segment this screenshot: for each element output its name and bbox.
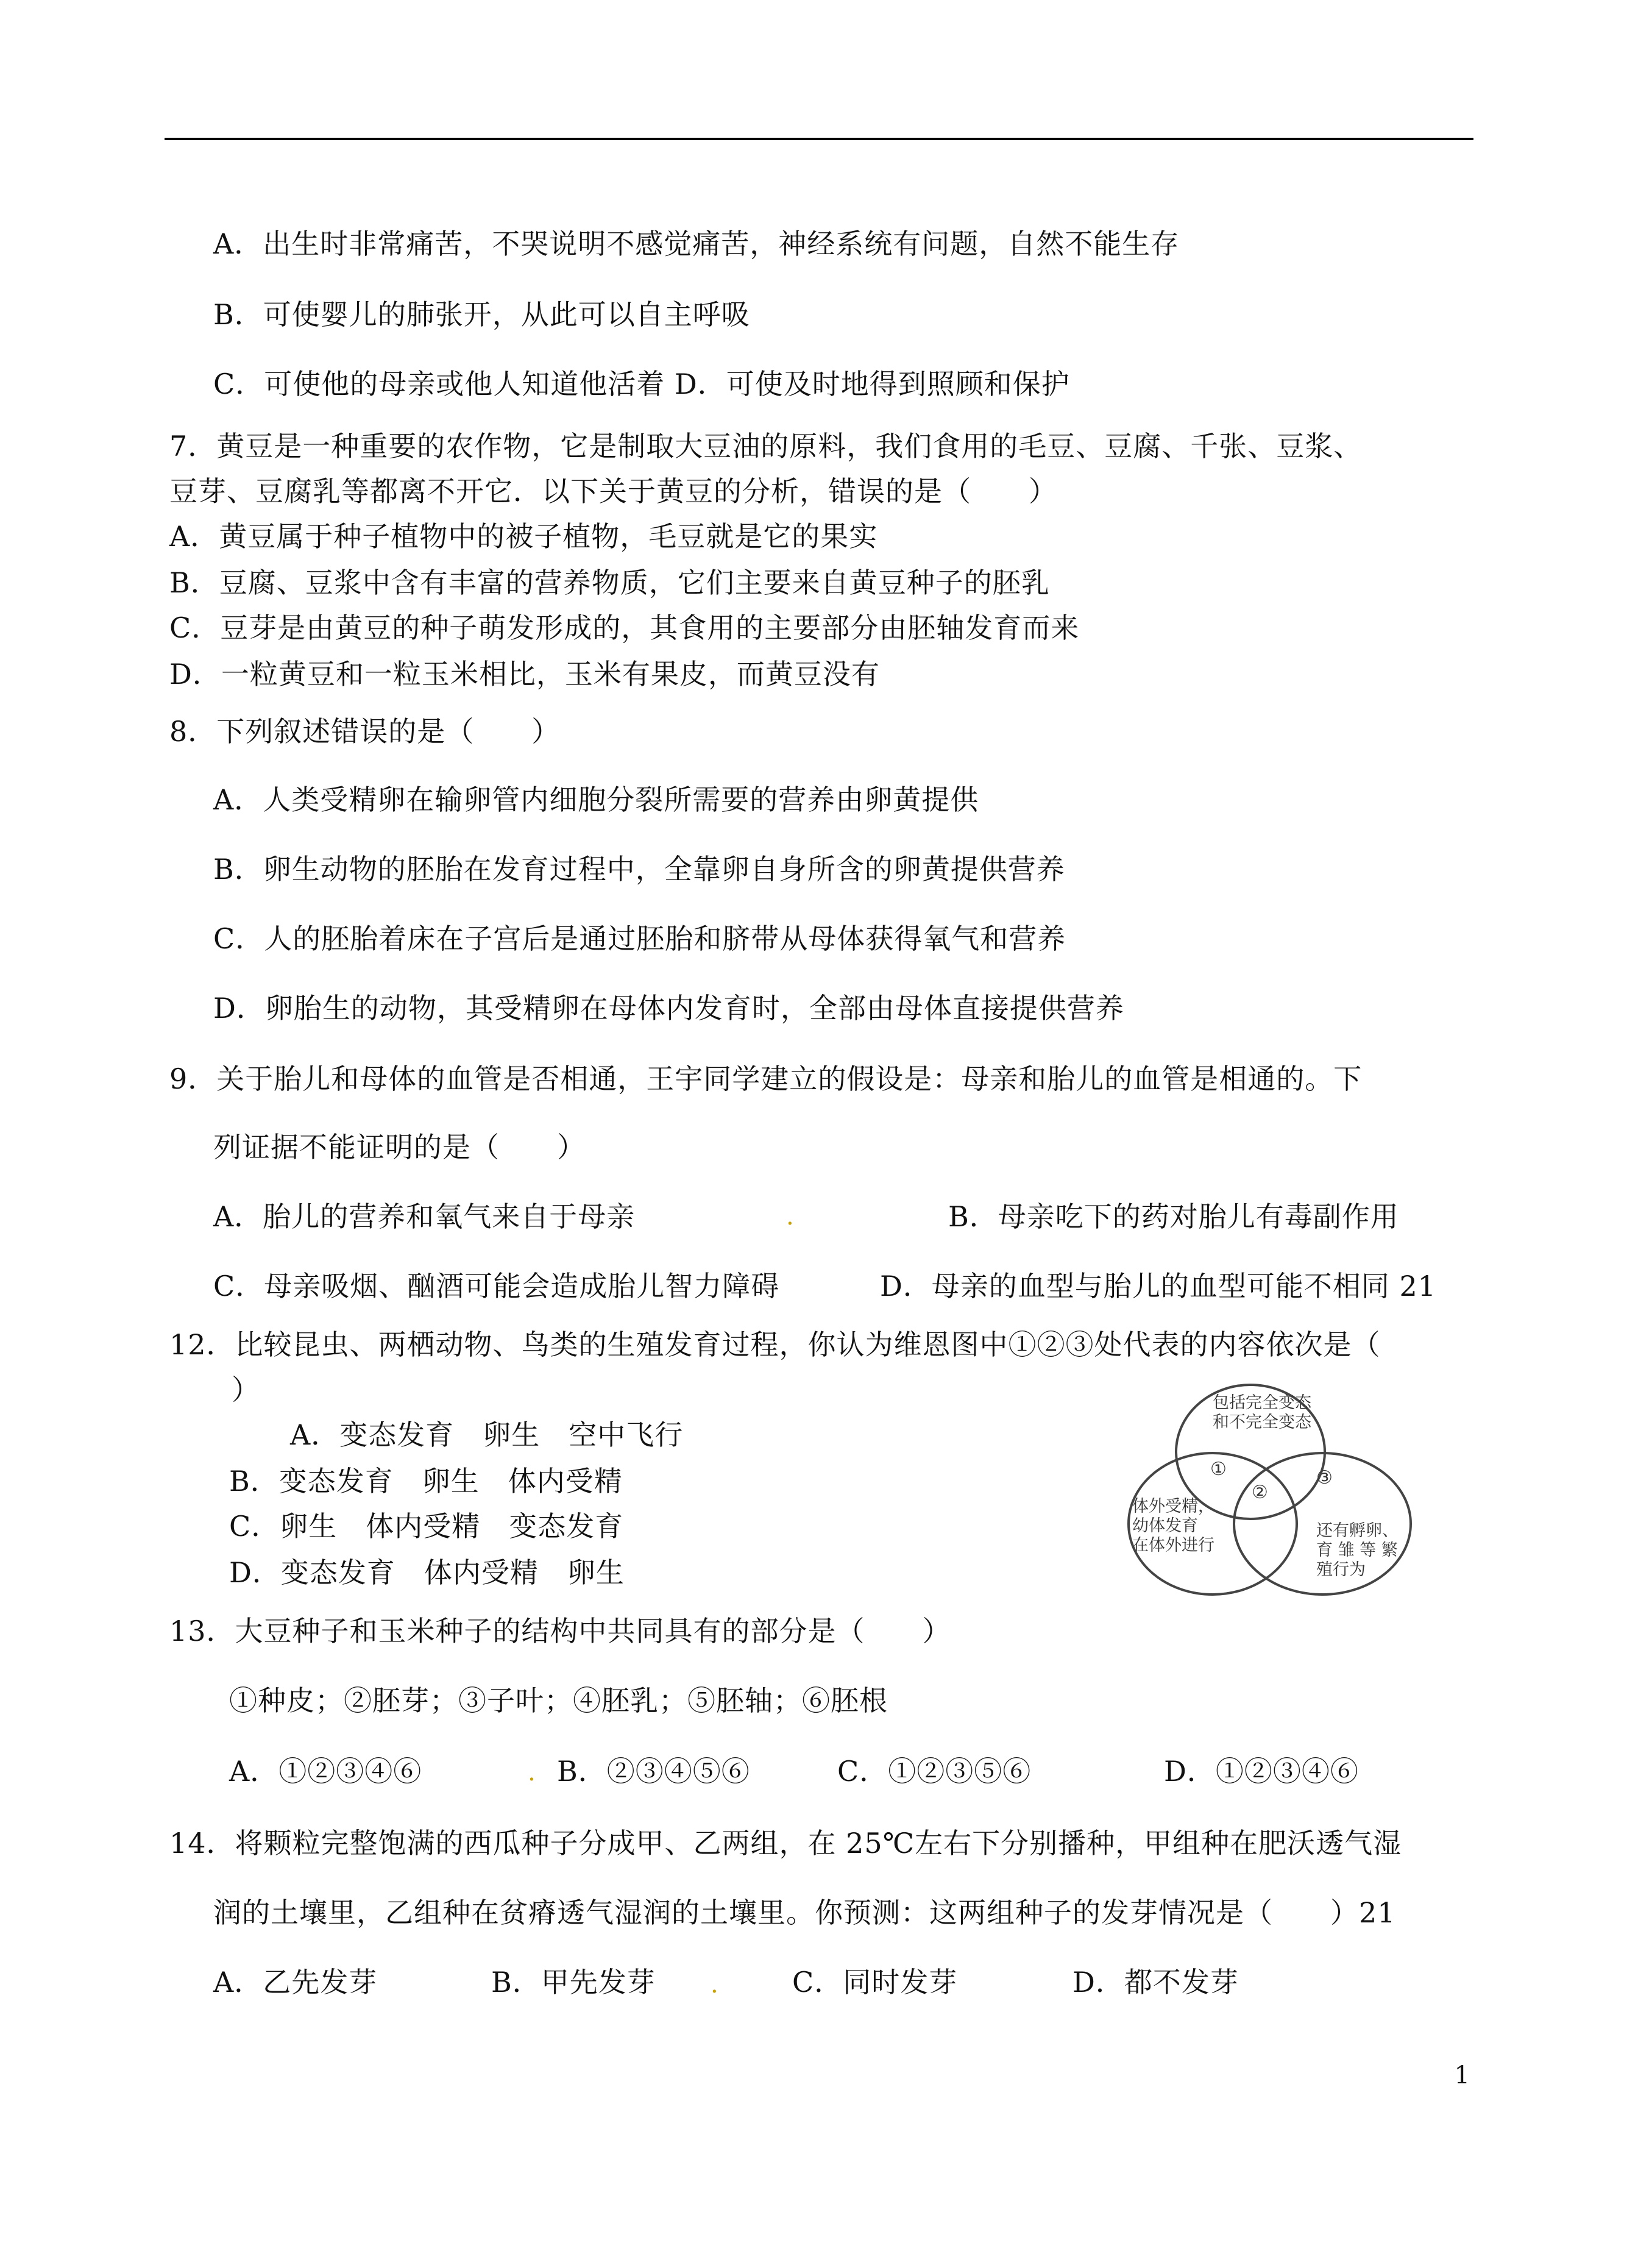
- q7-option-b: B．豆腐、豆浆中含有丰富的营养物质，它们主要来自黄豆种子的胚乳: [169, 566, 1050, 599]
- q9-stem-line1: 9．关于胎儿和母体的血管是否相通，王宇同学建立的假设是：母亲和胎儿的血管是相通的。下: [169, 1062, 1363, 1095]
- q12-option-a: A．变态发育 卵生 空中飞行: [290, 1418, 684, 1451]
- q12-stem-line2: ）: [232, 1373, 260, 1406]
- venn-region-1: ①: [1210, 1459, 1227, 1480]
- q13-option-b: B．②③④⑤⑥: [557, 1755, 750, 1788]
- venn-left-label-2: 幼体发育: [1132, 1516, 1198, 1535]
- q8-option-d: D．卵胎生的动物，其受精卵在母体内发育时，全部由母体直接提供营养: [213, 992, 1124, 1025]
- q7-stem-line2: 豆芽、豆腐乳等都离不开它．以下关于黄豆的分析，错误的是（ ）: [169, 475, 1057, 508]
- venn-left-label-1: 体外受精，: [1132, 1497, 1214, 1516]
- q7-option-a: A．黄豆属于种子植物中的被子植物，毛豆就是它的果实: [169, 520, 878, 553]
- q14-option-d: D．都不发芽: [1072, 1966, 1239, 1999]
- q12-option-c: C．卵生 体内受精 变态发育: [229, 1510, 624, 1543]
- q7-option-d: D．一粒黄豆和一粒玉米相比，玉米有果皮，而黄豆没有: [169, 658, 880, 691]
- q12-option-b: B．变态发育 卵生 体内受精: [229, 1465, 623, 1498]
- q14-option-c: C．同时发芽: [792, 1966, 958, 1999]
- q13-items: ①种皮；②胚芽；③子叶；④胚乳；⑤胚轴；⑥胚根: [229, 1684, 888, 1717]
- q14-stem-line2: 润的土壤里，乙组种在贫瘠透气湿润的土壤里。你预测：这两组种子的发芽情况是（ ）21: [213, 1896, 1396, 1929]
- venn-left-label-3: 在体外进行: [1132, 1536, 1214, 1555]
- q8-option-a: A．人类受精卵在输卵管内细胞分裂所需要的营养由卵黄提供: [213, 783, 979, 816]
- venn-region-2: ②: [1252, 1482, 1268, 1503]
- q6-option-b: B．可使婴儿的肺张开，从此可以自主呼吸: [213, 298, 750, 331]
- stray-dot-mark: .: [528, 1758, 536, 1786]
- venn-right-label-2: 育 雏 等 繁: [1316, 1541, 1398, 1560]
- venn-diagram: [1121, 1374, 1426, 1605]
- venn-top-label-2: 和不完全变态: [1213, 1413, 1311, 1432]
- q13-option-c: C．①②③⑤⑥: [837, 1755, 1032, 1788]
- q13-option-a: A．①②③④⑥: [229, 1755, 422, 1788]
- stray-dot-mark: .: [711, 1971, 718, 1999]
- q8-option-c: C．人的胚胎着床在子宫后是通过胚胎和脐带从母体获得氧气和营养: [213, 922, 1066, 955]
- q14-option-b: B．甲先发芽: [491, 1966, 656, 1999]
- q9-option-a: A．胎儿的营养和氧气来自于母亲: [213, 1200, 636, 1233]
- q14-stem-line1: 14．将颗粒完整饱满的西瓜种子分成甲、乙两组，在 25℃左右下分别播种，甲组种在肥沃透气湿: [169, 1827, 1402, 1860]
- q14-option-a: A．乙先发芽: [213, 1966, 378, 1999]
- venn-right-label-3: 殖行为: [1316, 1560, 1366, 1579]
- q9-option-c: C．母亲吸烟、酗酒可能会造成胎儿智力障碍: [213, 1270, 780, 1303]
- venn-region-3: ③: [1316, 1467, 1333, 1488]
- q7-stem-line1: 7．黄豆是一种重要的农作物，它是制取大豆油的原料，我们食用的毛豆、豆腐、千张、豆浆、: [169, 430, 1363, 463]
- q8-option-b: B．卵生动物的胚胎在发育过程中，全靠卵自身所含的卵黄提供营养: [213, 853, 1065, 886]
- q9-option-b: B．母亲吃下的药对胎儿有毒副作用: [948, 1200, 1399, 1233]
- q12-option-d: D．变态发育 体内受精 卵生: [229, 1556, 625, 1589]
- q9-option-d: D．母亲的血型与胎儿的血型可能不相同 21: [880, 1270, 1437, 1303]
- stray-dot-mark: .: [786, 1203, 794, 1231]
- q6-option-cd: C．可使他的母亲或他人知道他活着 D．可使及时地得到照顾和保护: [213, 368, 1070, 400]
- header-rule: [165, 138, 1473, 140]
- page-number: 1: [1454, 2061, 1470, 2089]
- q6-option-a: A．出生时非常痛苦，不哭说明不感觉痛苦，神经系统有问题，自然不能生存: [213, 227, 1180, 260]
- q13-option-d: D．①②③④⑥: [1164, 1755, 1359, 1788]
- q13-stem: 13．大豆种子和玉米种子的结构中共同具有的部分是（ ）: [169, 1615, 951, 1648]
- q8-stem: 8．下列叙述错误的是（ ）: [169, 715, 561, 748]
- venn-right-label-1: 还有孵卵、: [1316, 1521, 1399, 1540]
- q7-option-c: C．豆芽是由黄豆的种子萌发形成的，其食用的主要部分由胚轴发育而来: [169, 611, 1080, 644]
- q12-stem-line1: 12．比较昆虫、两栖动物、鸟类的生殖发育过程，你认为维恩图中①②③处代表的内容依次是（: [169, 1328, 1381, 1361]
- q9-stem-line2: 列证据不能证明的是（ ）: [213, 1131, 586, 1164]
- venn-top-label-1: 包括完全变态: [1213, 1393, 1311, 1412]
